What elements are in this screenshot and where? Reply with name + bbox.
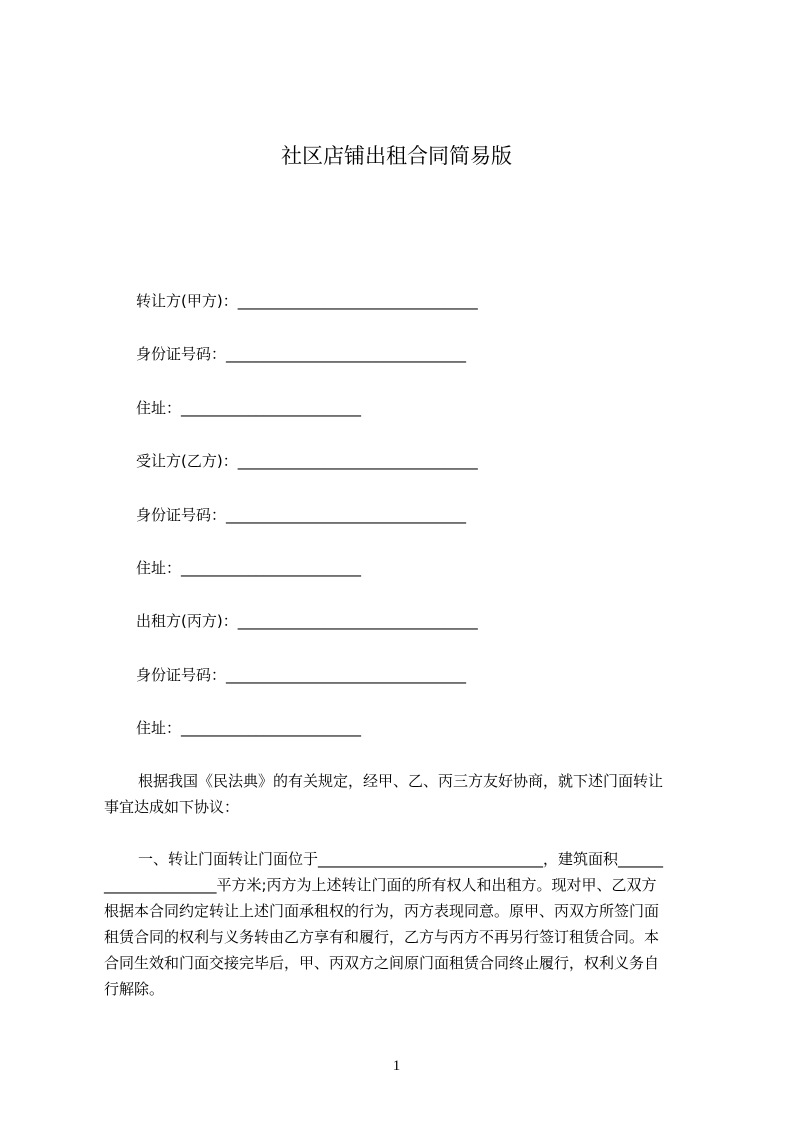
party-a-address-field: 住址：________________________ — [136, 399, 362, 417]
clause-line: _______________平方米;丙方为上述转让门面的所有权人和出租方。现对甲、乙双方 — [104, 876, 657, 894]
party-a-name-field: 转让方(甲方)：________________________________ — [136, 292, 478, 310]
clause-line: 合同生效和门面交接完毕后，甲、丙双方之间原门面租赁合同终止履行，权利义务自 — [104, 954, 660, 972]
party-b-id-field: 身份证号码：________________________________ — [136, 506, 467, 524]
party-c-name-field: 出租方(丙方)：________________________________ — [136, 612, 478, 630]
document-title: 社区店铺出租合同简易版 — [281, 144, 512, 168]
party-b-name-field: 受让方(乙方)：________________________________ — [136, 452, 478, 470]
party-c-address-field: 住址：________________________ — [136, 719, 362, 737]
preamble-line: 根据我国《民法典》的有关规定，经甲、乙、丙三方友好协商，就下述门面转让 — [138, 772, 664, 790]
party-a-id-field: 身份证号码：________________________________ — [136, 345, 467, 363]
clause-line: 根据本合同约定转让上述门面承租权的行为，丙方表现同意。原甲、丙双方所签门面 — [104, 902, 660, 920]
party-c-id-field: 身份证号码：________________________________ — [136, 666, 467, 684]
preamble-line: 事宜达成如下协议： — [104, 798, 240, 816]
clause-line: 行解除。 — [104, 980, 165, 998]
clause-line: 一、转让门面转让门面位于______________________________，建筑面积______ — [138, 850, 664, 868]
page-number: 1 — [392, 1058, 401, 1074]
clause-one-paragraph — [104, 846, 702, 1002]
clause-line: 租赁合同的权利与义务转由乙方享有和履行，乙方与丙方不再另行签订租赁合同。本 — [104, 928, 660, 946]
preamble-paragraph — [104, 768, 702, 820]
party-b-address-field: 住址：________________________ — [136, 559, 362, 577]
